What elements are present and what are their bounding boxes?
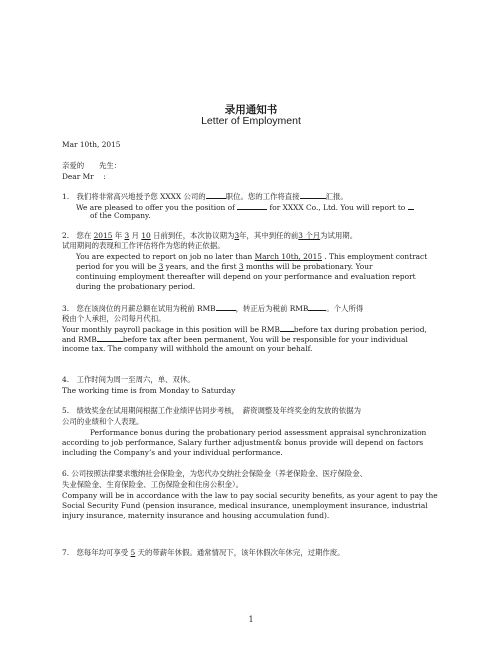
- section-3-en-1: Your monthly payroll package in this position will be RMB before tax during probation period,: [62, 325, 427, 334]
- section-1-en-cont: of the Company.: [90, 211, 151, 220]
- section-7-zh: 7. 您每年均可享受 5 天的带薪年休假。通常情况下，该年休假次年休完，过期作废。: [62, 548, 345, 557]
- section-1-en: We are pleased to offer you the position of for XXXX Co., Ltd. You will report to: [76, 202, 414, 212]
- section-2-zh: 2. 您在 2015 年 3 月 10 日前到任，本次协议期为3年，其中到任的前3 个月为试用期。: [62, 231, 358, 240]
- section-1-zh: 1. 我们将非常高兴地授予您 XXXX 公司的 职位。您的工作将直接 汇报。: [62, 192, 348, 201]
- page-number: 1: [248, 615, 254, 624]
- section-5-zh-cont: 公司的业绩和个人表现。: [62, 417, 144, 426]
- salutation-chinese: 亲爱的 先生：: [62, 161, 122, 170]
- report-to-blank: [408, 202, 414, 210]
- section-5-zh: 5. 绩效奖金在试用期间根据工作业绩评估同步考核， 薪资调整及年终奖金的发放的依据为: [62, 406, 361, 415]
- section-2-en-1: You are expected to report on job no later than March 10th, 2015 . This employment contract: [76, 252, 428, 261]
- section-3-zh: 3. 您在该岗位的月薪总额在试用为税前 RMB ，转正后为税前 RMB 。个人所得: [62, 304, 364, 313]
- section-3-en-2: and RMB before tax after been permanent, You will be responsible for your individual: [62, 335, 408, 344]
- section-6-zh-cont: 失业保险金、生育保险金、工伤保险金和住房公积金）。: [62, 480, 244, 489]
- probation-salary-blank: [216, 303, 236, 311]
- letter-date: Mar 10th, 2015: [62, 140, 121, 149]
- position-blank: [206, 191, 226, 199]
- section-5-en-2: according to job performance, Salary further adjustment& bonus provide will depend on factors: [62, 438, 424, 447]
- section-6-en-3: injury insurance, maternity insurance and housing accumulation fund).: [62, 511, 330, 520]
- probation-rmb-blank: [280, 324, 294, 332]
- permanent-rmb-blank: [97, 334, 123, 342]
- section-2-en-3: continuing employment thereafter will depend on your performance and evaluation report: [76, 272, 416, 281]
- section-6-en-2: Social Security Fund (pension insurance, medical insurance, unemployment insurance, industrial: [62, 501, 428, 510]
- supervisor-blank: [300, 191, 326, 199]
- section-4-zh: 4. 工作时间为周一至周六，单、双休。: [62, 375, 195, 384]
- section-5-en-1: Performance bonus during the probationary period assessment appraisal synchronization: [90, 428, 427, 437]
- section-6-zh: 6. 公司按照法律要求缴纳社会保险金，为您代办交纳社会保险金（养老保险金、医疗保险金、: [62, 469, 368, 478]
- permanent-salary-blank: [308, 303, 326, 311]
- title-english: Letter of Employment: [201, 115, 301, 127]
- section-4-en: The working time is from Monday to Saturday: [62, 386, 236, 395]
- section-6-en-1: Company will be in accordance with the law to pay social security benefits, as your agent to pay the: [62, 491, 438, 500]
- section-2-en-2: period for you will be 3 years, and the first 3 months will be probationary. Your: [76, 262, 373, 271]
- section-3-en-3: income tax. The company will withhold the amount on your behalf.: [62, 344, 313, 353]
- salutation-english: Dear Mr :: [62, 172, 106, 181]
- section-2-en-4: during the probationary period.: [76, 282, 196, 291]
- section-3-zh-cont: 税由个人承担，公司每月代扣。: [62, 314, 166, 323]
- section-2-zh-cont: 试用期间的表现和工作评估将作为您的转正依据。: [62, 241, 225, 250]
- section-5-en-3: including the Company’s and your individual performance.: [62, 448, 283, 457]
- title-chinese: 录用通知书: [224, 104, 278, 116]
- position-en-blank: [237, 202, 267, 210]
